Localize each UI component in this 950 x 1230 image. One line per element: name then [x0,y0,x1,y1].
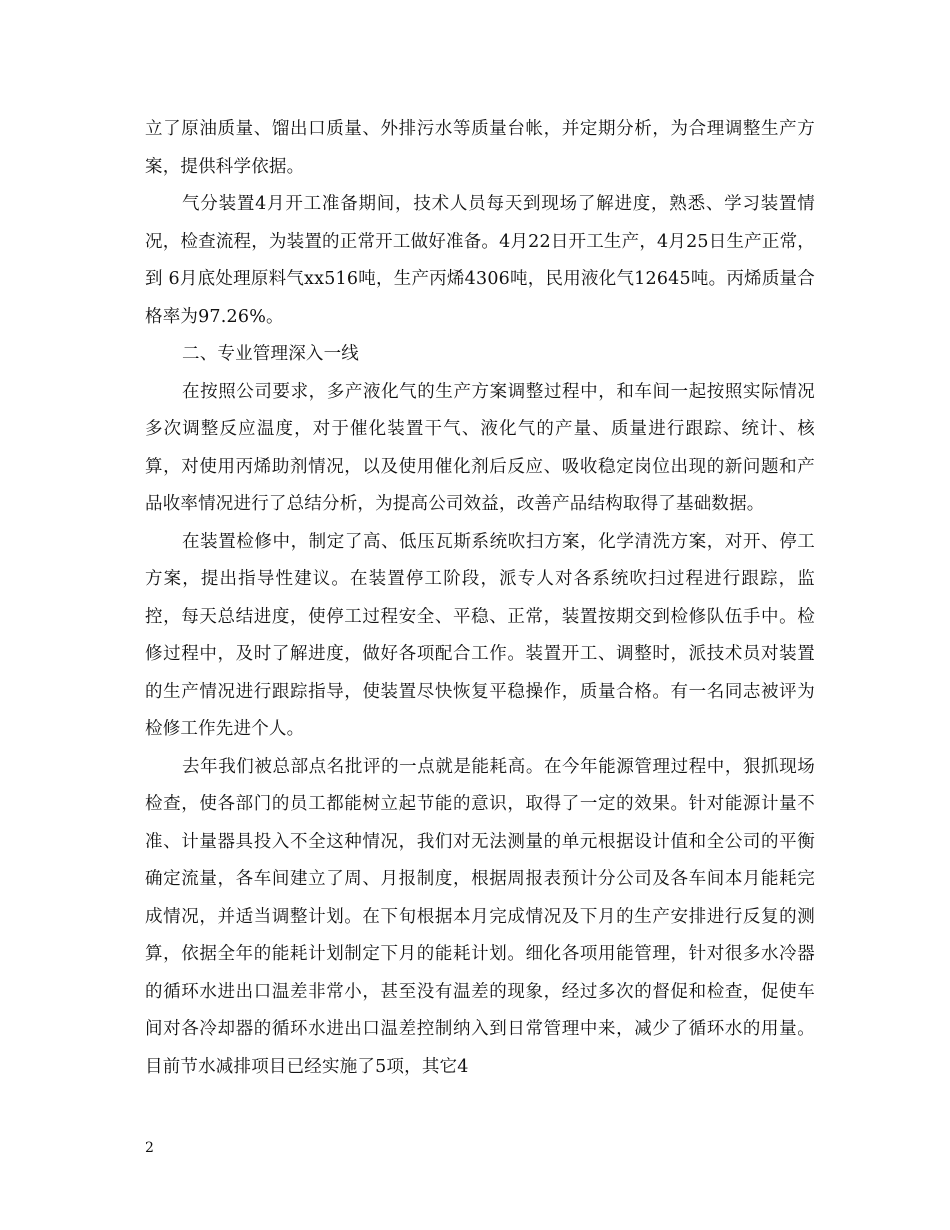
paragraph-energy-management: 去年我们被总部点名批评的一点就是能耗高。在今年能源管理过程中，狠抓现场检查，使各部门的员工都能树立起节能的意识，取得了一定的效果。针对能源计量不准、计量器具投入不全这种情况，我们对无法测量的单元根据设计值和全公司的平衡确定流量，各车间建立了周、月报制度，根据周报表预计分公司及各车间本月能耗完成情况，并适当调整计划。在下旬根据本月完成情况及下月的生产安排进行反复的测算，依据全年的能耗计划制定下月的能耗计划。细化各项用能管理，针对很多水冷器的循环水进出口温差非常小，甚至没有温差的现象，经过多次的督促和检查，促使车间对各冷却器的循环水进出口温差控制纳入到日常管理中来，减少了循环水的用量。目前节水减排项目已经实施了5项，其它4 [145,756,815,1077]
section-heading-professional-management: 二、专业管理深入一线 [182,344,359,364]
page-number: 2 [145,1140,154,1156]
paragraph-quality-ledger: 立了原油质量、馏出口质量、外排污水等质量台帐，并定期分析，为合理调整生产方案，提供科学依据。 [145,119,815,177]
paragraph-gas-separation-unit: 气分装置4月开工准备期间，技术人员每天到现场了解进度，熟悉、学习装置情况，检查流程，为装置的正常开工做好准备。4月22日开工生产，4月25日生产正常，到 6月底处理原料气xx516吨，生产丙烯4306吨，民用液化气12645吨。丙烯质量合格率为97.26%。 [145,194,815,327]
document-body [145,111,815,1086]
paragraph-production-adjustment: 在按照公司要求，多产液化气的生产方案调整过程中，和车间一起按照实际情况多次调整反应温度，对于催化装置干气、液化气的产量、质量进行跟踪、统计、核算，对使用丙烯助剂情况，以及使用催化剂后反应、吸收稳定岗位出现的新问题和产品收率情况进行了总结分析，为提高公司效益，改善产品结构取得了基础数据。 [145,381,815,514]
paragraph-maintenance-work: 在装置检修中，制定了高、低压瓦斯系统吹扫方案，化学清洗方案，对开、停工方案，提出指导性建议。在装置停工阶段，派专人对各系统吹扫过程进行跟踪，监控，每天总结进度，使停工过程安全、平稳、正常，装置按期交到检修队伍手中。检修过程中，及时了解进度，做好各项配合工作。装置开工、调整时，派技术员对装置的生产情况进行跟踪指导，使装置尽快恢复平稳操作，质量合格。有一名同志被评为检修工作先进个人。 [145,531,815,739]
